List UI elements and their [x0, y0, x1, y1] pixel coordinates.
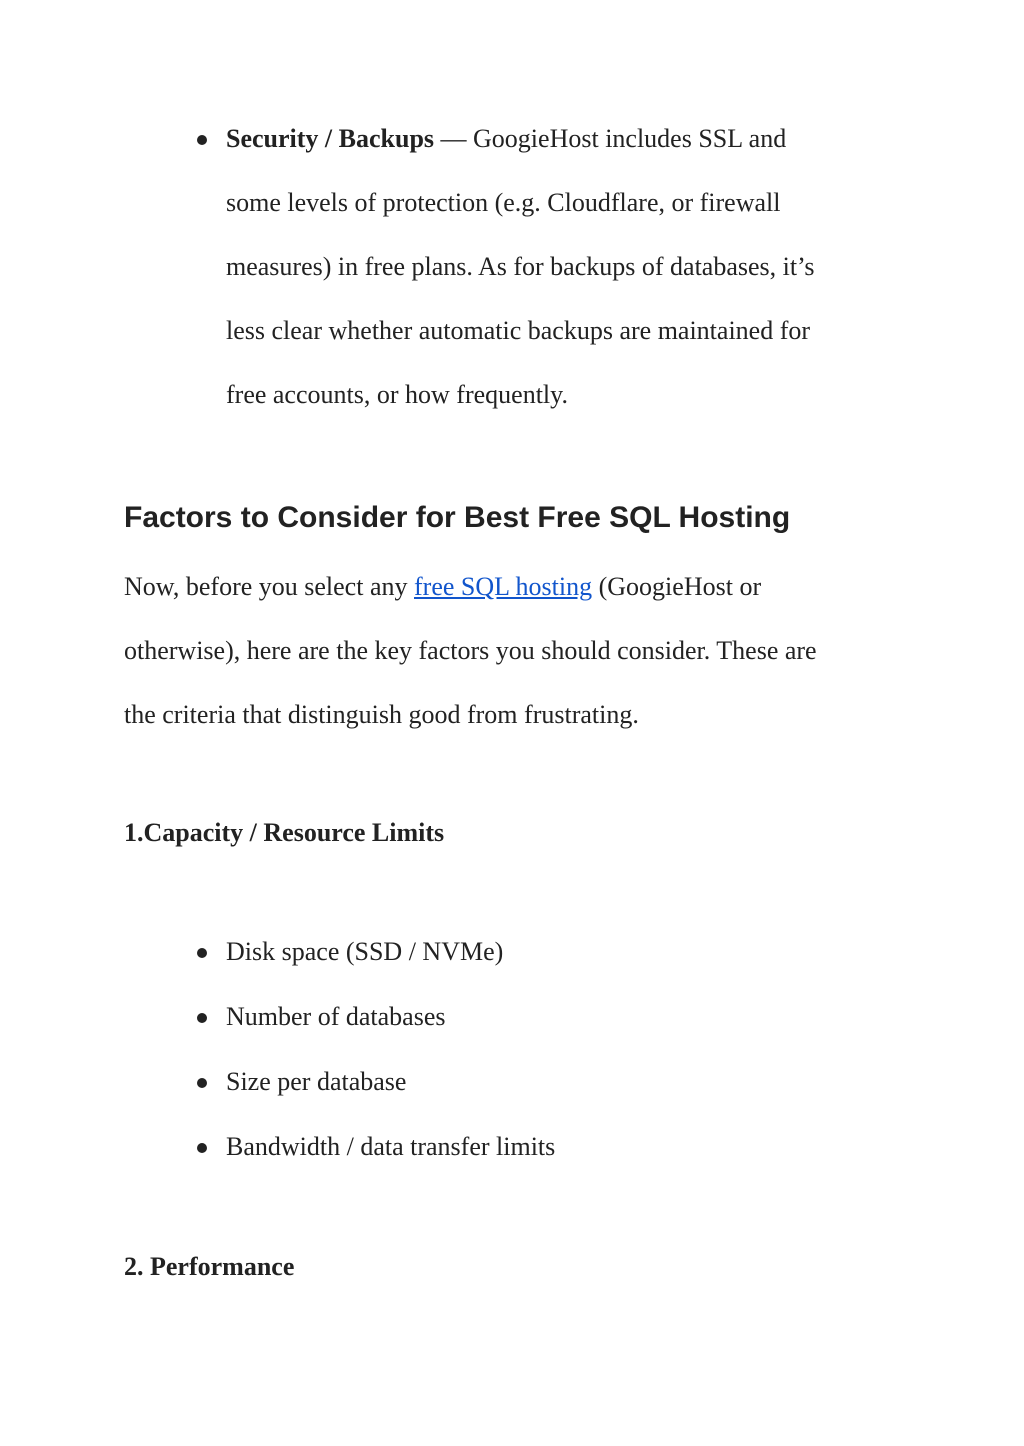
security-bullet-line — [226, 123, 786, 155]
security-bullet-line: less clear whether automatic backups are maintained for — [226, 316, 811, 345]
intro-line: otherwise), here are the key factors you should consider. These are — [124, 636, 817, 665]
capacity-heading: 1.Capacity / Resource Limits — [124, 818, 445, 847]
performance-heading: 2. Performance — [124, 1252, 295, 1281]
list-item: Bandwidth / data transfer limits — [226, 1132, 556, 1161]
security-bullet-line: free accounts, or how frequently. — [226, 380, 568, 409]
intro-text: Now, before you select any — [124, 572, 414, 601]
security-bullet-line: measures) in free plans. As for backups of databases, it’s — [226, 252, 815, 281]
list-item: Disk space (SSD / NVMe) — [226, 937, 504, 966]
section-heading: Factors to Consider for Best Free SQL Hosting — [124, 501, 791, 534]
intro-line — [124, 571, 761, 603]
bullet-icon — [197, 1078, 207, 1088]
security-bullet-text: — GoogieHost includes SSL and — [434, 124, 787, 153]
bullet-icon — [197, 1013, 207, 1023]
list-item: Number of databases — [226, 1002, 446, 1031]
bullet-icon — [197, 1143, 207, 1153]
intro-text: (GoogieHost or — [592, 572, 762, 601]
bullet-icon — [197, 135, 207, 145]
bullet-icon — [197, 948, 207, 958]
list-item: Size per database — [226, 1067, 407, 1096]
security-bullet-title: Security / Backups — [226, 124, 435, 153]
intro-line: the criteria that distinguish good from frustrating. — [124, 700, 639, 729]
security-bullet-line: some levels of protection (e.g. Cloudflare, or firewall — [226, 188, 781, 217]
free-sql-hosting-link[interactable]: free SQL hosting — [414, 572, 593, 601]
